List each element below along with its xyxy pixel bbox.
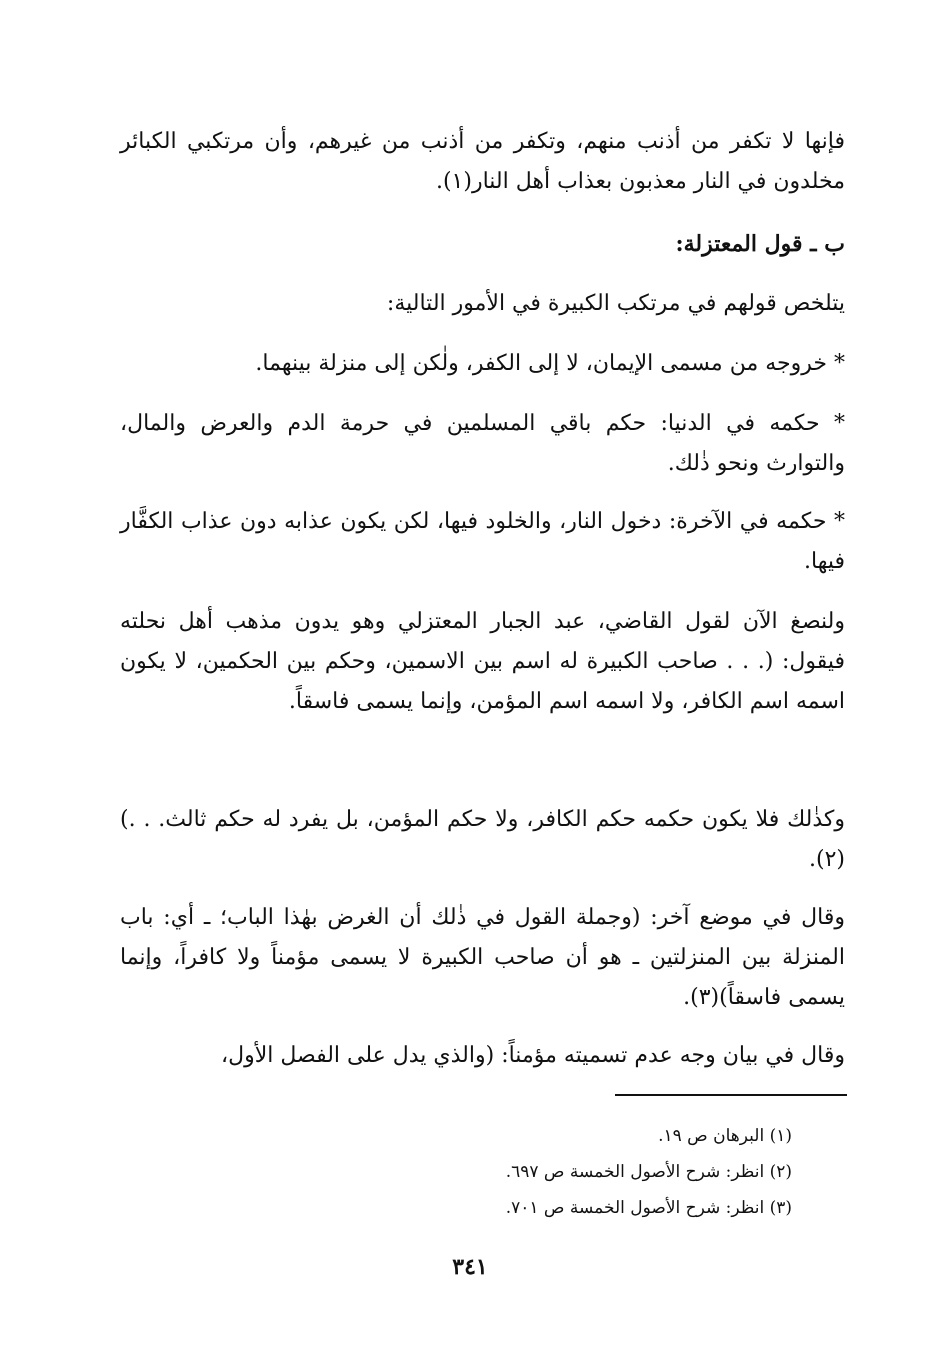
- bullet-point-3: * حكمه في الآخرة: دخول النار، والخلود فيها، لكن يكون عذابه دون عذاب الكفَّار فيها.: [120, 509, 845, 574]
- page-number: ٣٤١: [452, 1254, 488, 1280]
- footnote-3: (٣) انظر: شرح الأصول الخمسة ص ٧٠١.: [505, 1198, 792, 1218]
- footnote-2: (٢) انظر: شرح الأصول الخمسة ص ٦٩٧.: [505, 1162, 792, 1182]
- bullet-point-1: * خروجه من مسمى الإيمان، لا إلى الكفر، ولٰكن إلى منزلة بينهما.: [255, 351, 845, 376]
- paragraph-continuation: فإنها لا تكفر من أذنب منهم، وتكفر من أذنب من غيرهم، وأن مرتكبي الكبائر مخلدون في النار معذبون بعذاب أهل النار(١).: [120, 129, 845, 194]
- bullet-point-2: * حكمه في الدنيا: حكم باقي المسلمين في حرمة الدم والعرض والمال، والتوارث ونحو ذٰلك.: [120, 411, 845, 476]
- footnote-1: (١) البرهان ص ١٩.: [658, 1126, 792, 1146]
- paragraph-summary-intro: يتلخص قولهم في مرتكب الكبيرة في الأمور التالية:: [386, 291, 845, 316]
- paragraph-quote-intro: ولنصغ الآن لقول القاضي، عبد الجبار المعتزلي وهو يدون مذهب أهل نحلته فيقول: (. . . صاحب الكبيرة له اسم بين الاسمين، وحكم بين الحكمين، لا يكون اسمه اسم الكافر، ولا اسمه اسم المؤمن، وإنما يسمى فاسقاً.: [120, 609, 845, 714]
- paragraph-second-quote: وقال في موضع آخر: (وجملة القول في ذٰلك أن الغرض بهٰذا الباب؛ ـ أي: باب المنزلة بين المنزلتين ـ هو أن صاحب الكبيرة لا يسمى مؤمناً ولا كافراً، وإنما يسمى فاسقاً)(٣).: [120, 905, 846, 1010]
- paragraph-quote-continued: وكذٰلك فلا يكون حكمه حكم الكافر، ولا حكم المؤمن، بل يفرد له حكم ثالث. . .)(٢).: [120, 807, 845, 872]
- paragraph-third-quote: وقال في بيان وجه عدم تسميته مؤمناً: (والذي يدل على الفصل الأول،: [220, 1043, 845, 1068]
- section-heading: ب ـ قول المعتزلة:: [675, 231, 845, 257]
- footnote-divider: [615, 1094, 847, 1096]
